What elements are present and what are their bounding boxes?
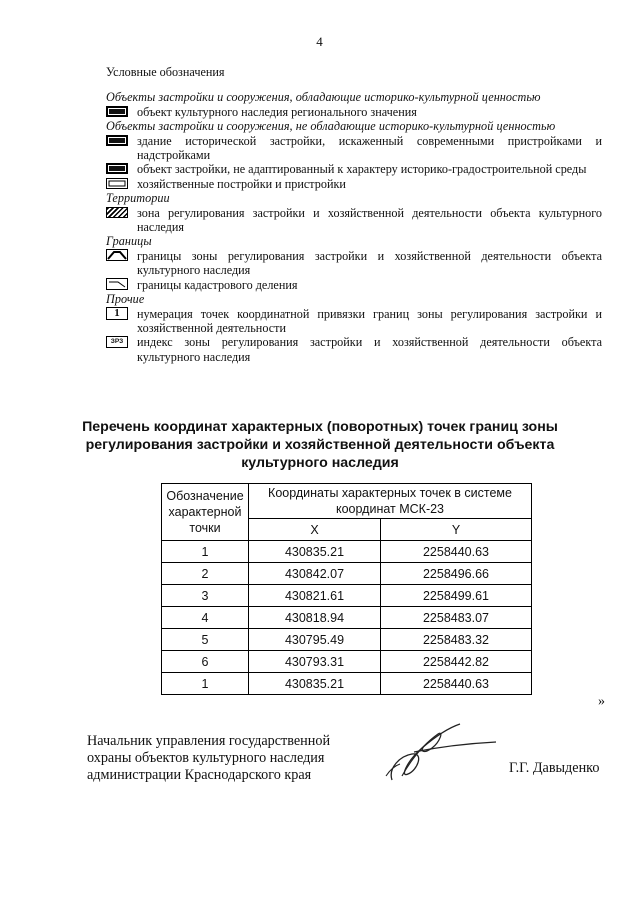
legend-section-heading: Прочие — [106, 292, 145, 307]
y-cell: 2258483.32 — [381, 629, 532, 651]
x-cell: 430795.49 — [249, 629, 381, 651]
point-cell: 1 — [162, 541, 249, 563]
point-cell: 2 — [162, 563, 249, 585]
legend-item-text: объект застройки, не адаптированный к характеру историко-градостроительной среды — [137, 162, 587, 177]
x-cell: 430818.94 — [249, 607, 381, 629]
legend-item-text: хозяйственные постройки и пристройки — [137, 176, 346, 191]
x-cell: 430835.21 — [249, 673, 381, 695]
legend-item — [106, 335, 602, 364]
point-cell: 1 — [162, 673, 249, 695]
coordinates-heading: Перечень координат характерных (поворотных) точек границ зоны регулирования застройки и хозяйственной деятельности объекта культурного наследия — [82, 419, 558, 471]
col-header-x: X — [249, 519, 381, 541]
x-cell: 430821.61 — [249, 585, 381, 607]
position-line: Начальник управления государственной — [87, 733, 331, 749]
cadastral-boundary-icon — [106, 278, 128, 290]
position-line: охраны объектов культурного наследия — [87, 750, 325, 766]
legend-item — [106, 206, 602, 235]
black-fill-swatch-icon — [106, 163, 128, 174]
point-cell: 6 — [162, 651, 249, 673]
table-row — [162, 607, 532, 629]
legend — [106, 65, 602, 364]
legend-item — [106, 278, 602, 292]
y-cell: 2258499.61 — [381, 585, 532, 607]
legend-item-text: индекс зоны регулирования застройки и хозяйственной деятельности объекта культурного наследия — [137, 335, 602, 364]
legend-item — [106, 249, 602, 278]
x-cell: 430793.31 — [249, 651, 381, 673]
legend-section-heading: Объекты застройки и сооружения, обладающие историко-культурной ценностью — [106, 90, 541, 105]
table-row — [162, 651, 532, 673]
legend-item-text: объект культурного наследия регионального значения — [137, 104, 417, 119]
y-cell: 2258442.82 — [381, 651, 532, 673]
zone-index-icon: ЗРЗ — [106, 336, 128, 348]
point-cell: 3 — [162, 585, 249, 607]
legend-title: Условные обозначения — [106, 65, 225, 79]
point-number-icon: 1 — [106, 307, 128, 320]
black-fill-swatch-icon — [106, 106, 128, 117]
zone-boundary-icon — [106, 249, 128, 261]
legend-item-text: нумерация точек координатной привязки границ зоны регулирования застройки и хозяйственной деятельности — [137, 306, 602, 335]
outline-swatch-icon — [106, 178, 128, 189]
point-cell: 4 — [162, 607, 249, 629]
legend-item — [106, 177, 602, 191]
col-header-y: Y — [381, 519, 532, 541]
y-cell: 2258496.66 — [381, 563, 532, 585]
table-row — [162, 629, 532, 651]
closing-quote: » — [598, 694, 605, 709]
table-row — [162, 673, 532, 695]
point-cell: 5 — [162, 629, 249, 651]
legend-item-text: зона регулирования застройки и хозяйственной деятельности объекта культурного наследия — [137, 205, 602, 235]
table-row — [162, 541, 532, 563]
table-row — [162, 563, 532, 585]
col-header-coords: Координаты характерных точек в системе координат МСК-23 — [249, 484, 532, 519]
legend-item — [106, 105, 602, 119]
y-cell: 2258483.07 — [381, 607, 532, 629]
legend-section-heading: Территории — [106, 191, 170, 206]
x-cell: 430835.21 — [249, 541, 381, 563]
legend-item-text: границы зоны регулирования застройки и хозяйственной деятельности объекта культурного наследия — [137, 248, 602, 278]
position-line: администрации Краснодарского края — [87, 767, 312, 783]
hatched-swatch-icon — [106, 207, 128, 218]
signatory-name: Г.Г. Давыденко — [509, 760, 600, 776]
legend-section-heading: Границы — [106, 234, 152, 249]
table-row — [162, 585, 532, 607]
coordinates-table — [161, 483, 532, 695]
y-cell: 2258440.63 — [381, 673, 532, 695]
legend-item — [106, 134, 602, 163]
signatory-position — [87, 733, 330, 784]
legend-item-text: границы кадастрового деления — [137, 277, 298, 292]
legend-item-text: здание исторической застройки, искаженный современными пристройками и надстройками — [137, 133, 602, 163]
legend-section-heading: Объекты застройки и сооружения, не обладающие историко-культурной ценностью — [106, 119, 556, 134]
black-fill-swatch-icon — [106, 135, 128, 146]
legend-item — [106, 162, 602, 176]
handwritten-signature — [378, 718, 498, 788]
page-number: 4 — [316, 34, 323, 49]
legend-item — [106, 307, 602, 336]
col-header-point: Обозначение характерной точки — [162, 484, 249, 541]
x-cell: 430842.07 — [249, 563, 381, 585]
y-cell: 2258440.63 — [381, 541, 532, 563]
